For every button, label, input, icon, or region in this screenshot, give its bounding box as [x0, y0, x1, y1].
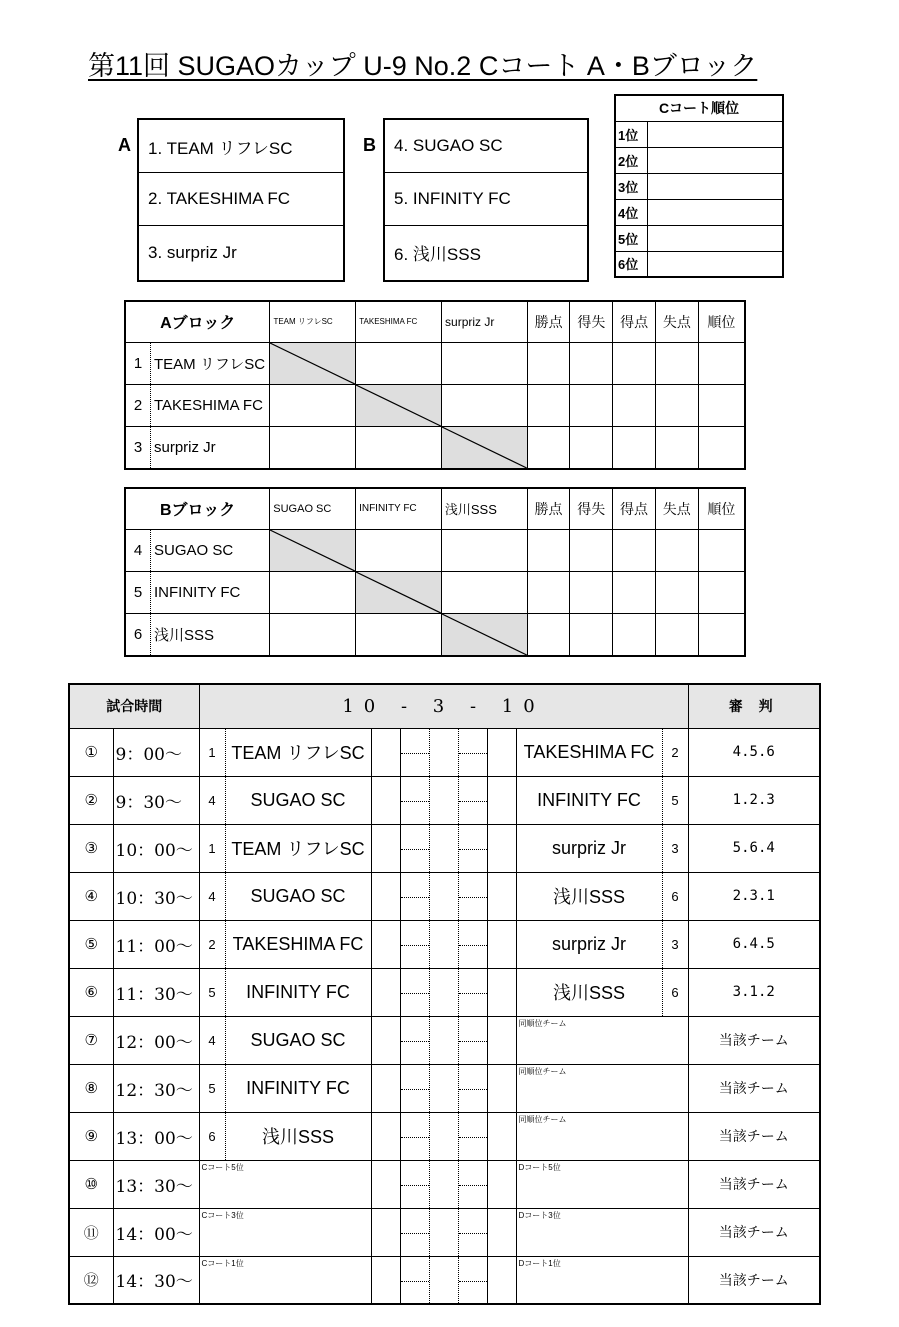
row-team-name: SUGAO SC	[154, 541, 234, 559]
away-team-note: 同順位チーム	[518, 1066, 567, 1076]
rank-value[interactable]	[647, 121, 783, 147]
home-team-number: 5	[199, 1064, 225, 1112]
stat-cell[interactable]	[698, 613, 745, 656]
match-time: 14：30～	[113, 1256, 199, 1304]
referee-cell: 当該チーム	[688, 1160, 820, 1208]
away-team-name: 浅川SSS	[516, 872, 662, 920]
match-number: ⑥	[69, 968, 113, 1016]
match-format-header: 10 - 3 - 10	[199, 684, 688, 728]
home-score-cell[interactable]	[371, 1112, 400, 1160]
away-score-cell[interactable]	[487, 1016, 516, 1064]
home-team-number: 5	[199, 968, 225, 1016]
home-team-name: SUGAO SC	[225, 776, 371, 824]
match-number: ⑩	[69, 1160, 113, 1208]
match-number: ⑦	[69, 1016, 113, 1064]
stat-cell[interactable]	[613, 384, 656, 426]
score-separator	[400, 872, 429, 920]
result-cell[interactable]	[270, 384, 356, 426]
match-number: ①	[69, 728, 113, 776]
block-b-name: Bブロック	[125, 488, 270, 529]
group-a-letter: A	[118, 135, 131, 155]
away-team-slot[interactable]	[516, 1208, 688, 1256]
match-row	[69, 728, 820, 776]
score-gap	[429, 1112, 458, 1160]
home-team-number: 1	[199, 824, 225, 872]
row-number: 2	[126, 385, 151, 426]
stat-header: 得失	[570, 301, 613, 342]
stat-cell[interactable]	[527, 571, 570, 613]
score-separator	[400, 1208, 429, 1256]
stat-cell[interactable]	[570, 342, 613, 384]
score-separator	[458, 776, 487, 824]
score-separator	[400, 1256, 429, 1304]
block-b-col-header: INFINITY FC	[356, 488, 442, 529]
away-score-cell[interactable]	[487, 968, 516, 1016]
stat-cell[interactable]	[655, 529, 698, 571]
home-score-cell[interactable]	[371, 920, 400, 968]
score-gap	[429, 1208, 458, 1256]
block-b-row	[125, 571, 745, 613]
stat-header: 勝点	[527, 488, 570, 529]
match-time: 9：00～	[113, 728, 199, 776]
away-team-slot[interactable]	[516, 1160, 688, 1208]
score-separator	[458, 1112, 487, 1160]
home-team-name: SUGAO SC	[225, 1016, 371, 1064]
away-team-name: INFINITY FC	[516, 776, 662, 824]
row-team-name: TAKESHIMA FC	[154, 396, 263, 414]
block-a-col-header: surpriz Jr	[442, 301, 528, 342]
stat-header: 勝点	[527, 301, 570, 342]
match-time: 9：30～	[113, 776, 199, 824]
match-number: ⑨	[69, 1112, 113, 1160]
diagonal-cell	[356, 384, 442, 426]
group-b-team: 5. INFINITY FC	[385, 173, 587, 226]
home-score-cell[interactable]	[371, 728, 400, 776]
group-a-team: 2. TAKESHIMA FC	[139, 173, 343, 226]
stat-cell[interactable]	[655, 384, 698, 426]
referee-header: 審 判	[688, 684, 820, 728]
score-separator	[400, 1016, 429, 1064]
result-cell[interactable]	[356, 529, 442, 571]
away-team-number: 3	[662, 824, 688, 872]
home-score-cell[interactable]	[371, 1160, 400, 1208]
stat-cell[interactable]	[655, 342, 698, 384]
row-team-name: TEAM リフレSC	[154, 355, 266, 373]
match-number: ⑪	[69, 1208, 113, 1256]
score-separator	[458, 1160, 487, 1208]
block-a-col-header: TAKESHIMA FC	[356, 301, 442, 342]
stat-cell[interactable]	[613, 342, 656, 384]
diagonal-cell	[441, 613, 527, 656]
block-b-col-header: SUGAO SC	[270, 488, 356, 529]
referee-cell: 2.3.1	[688, 872, 820, 920]
away-team-number: 2	[662, 728, 688, 776]
stat-cell[interactable]	[655, 426, 698, 469]
score-separator	[400, 920, 429, 968]
away-team-name: TAKESHIMA FC	[516, 728, 662, 776]
stat-cell[interactable]	[570, 384, 613, 426]
block-b-row	[125, 529, 745, 571]
diagonal-cell	[270, 342, 356, 384]
match-time: 12：00～	[113, 1016, 199, 1064]
away-team-name: surpriz Jr	[516, 920, 662, 968]
referee-cell: 6.4.5	[688, 920, 820, 968]
diagonal-cell	[356, 571, 442, 613]
group-b-team: 6. 浅川SSS	[394, 245, 481, 264]
rank-value[interactable]	[647, 147, 783, 173]
block-b-col-header: 浅川SSS	[441, 488, 527, 529]
referee-cell: 5.6.4	[688, 824, 820, 872]
stat-cell[interactable]	[570, 529, 613, 571]
away-score-cell[interactable]	[487, 920, 516, 968]
page-title: 第11回 SUGAOカップ U-9 No.2 Cコート A・Bブロック	[88, 51, 758, 81]
home-score-cell[interactable]	[371, 824, 400, 872]
away-score-cell[interactable]	[487, 1112, 516, 1160]
match-number: ⑫	[69, 1256, 113, 1304]
block-a-col-header: TEAM リフレSC	[270, 301, 356, 342]
home-team-slot[interactable]	[199, 1160, 371, 1208]
away-score-cell[interactable]	[487, 1064, 516, 1112]
group-a-team: 3. surpriz Jr	[148, 242, 237, 262]
result-cell[interactable]	[442, 342, 528, 384]
time-header: 試合時間	[69, 684, 199, 728]
result-cell[interactable]	[441, 529, 527, 571]
rank-label: 6位	[615, 251, 647, 277]
home-team-note: Cコート3位	[201, 1210, 244, 1220]
away-score-cell[interactable]	[487, 776, 516, 824]
score-gap	[429, 1160, 458, 1208]
group-a-team: 1. TEAM リフレSC	[139, 120, 343, 173]
referee-cell: 当該チーム	[688, 1112, 820, 1160]
away-score-cell[interactable]	[487, 1256, 516, 1304]
match-time: 10：30～	[113, 872, 199, 920]
rank-label: 1位	[615, 121, 647, 147]
stat-header: 順位	[698, 488, 745, 529]
group-b-letter: B	[363, 135, 376, 155]
away-team-note: Dコート5位	[518, 1162, 561, 1172]
away-team-number: 6	[662, 872, 688, 920]
score-separator	[400, 824, 429, 872]
stat-header: 得失	[570, 488, 613, 529]
result-cell[interactable]	[356, 613, 442, 656]
referee-cell: 当該チーム	[688, 1064, 820, 1112]
diagonal-cell	[442, 426, 528, 469]
referee-cell: 当該チーム	[688, 1208, 820, 1256]
home-team-number: 4	[199, 1016, 225, 1064]
home-team-note: Cコート1位	[201, 1258, 244, 1268]
score-gap	[429, 728, 458, 776]
stat-cell[interactable]	[527, 529, 570, 571]
home-score-cell[interactable]	[371, 968, 400, 1016]
away-score-cell[interactable]	[487, 872, 516, 920]
result-cell[interactable]	[270, 571, 356, 613]
home-team-name: 浅川SSS	[225, 1112, 371, 1160]
row-number: 6	[126, 614, 151, 655]
row-team-name: surpriz Jr	[154, 438, 216, 456]
stat-cell[interactable]	[570, 426, 613, 469]
away-score-cell[interactable]	[487, 728, 516, 776]
match-time: 13：00～	[113, 1112, 199, 1160]
score-gap	[429, 920, 458, 968]
score-gap	[429, 1256, 458, 1304]
result-cell[interactable]	[356, 342, 442, 384]
group-b-box	[383, 118, 589, 282]
stat-cell[interactable]	[698, 426, 745, 469]
score-separator	[458, 1016, 487, 1064]
home-team-name: SUGAO SC	[225, 872, 371, 920]
match-schedule-table	[68, 683, 821, 1305]
away-team-note: Dコート1位	[518, 1258, 561, 1268]
score-separator	[458, 968, 487, 1016]
rank-value[interactable]	[647, 173, 783, 199]
block-a-name: Aブロック	[125, 301, 270, 342]
referee-cell: 4.5.6	[688, 728, 820, 776]
row-number: 1	[126, 343, 151, 384]
match-row	[69, 1016, 820, 1064]
match-row	[69, 1256, 820, 1304]
score-separator	[400, 1112, 429, 1160]
match-time: 11：30～	[113, 968, 199, 1016]
result-cell[interactable]	[356, 426, 442, 469]
block-a-row	[125, 384, 745, 426]
stat-cell[interactable]	[613, 613, 656, 656]
away-team-slot[interactable]	[516, 1064, 688, 1112]
stat-header: 順位	[698, 301, 745, 342]
ranking-title: Cコート順位	[615, 95, 783, 121]
group-a-box	[137, 118, 345, 282]
result-cell[interactable]	[270, 426, 356, 469]
score-separator	[458, 1064, 487, 1112]
home-score-cell[interactable]	[371, 776, 400, 824]
rank-value[interactable]	[647, 199, 783, 225]
block-b-table	[124, 487, 746, 657]
match-time: 12：30～	[113, 1064, 199, 1112]
match-time: 13：30～	[113, 1160, 199, 1208]
block-a-row	[125, 342, 745, 384]
home-score-cell[interactable]	[371, 1208, 400, 1256]
match-number: ⑧	[69, 1064, 113, 1112]
rank-label: 4位	[615, 199, 647, 225]
match-number: ⑤	[69, 920, 113, 968]
block-a-table	[124, 300, 746, 470]
match-row	[69, 776, 820, 824]
stat-header: 失点	[655, 301, 698, 342]
stat-cell[interactable]	[613, 571, 656, 613]
home-team-slot[interactable]	[199, 1208, 371, 1256]
away-team-slot[interactable]	[516, 1016, 688, 1064]
referee-cell: 当該チーム	[688, 1256, 820, 1304]
stat-cell[interactable]	[570, 571, 613, 613]
match-time: 11：00～	[113, 920, 199, 968]
away-team-number: 5	[662, 776, 688, 824]
score-separator	[400, 1160, 429, 1208]
match-number: ②	[69, 776, 113, 824]
home-score-cell[interactable]	[371, 1064, 400, 1112]
result-cell[interactable]	[442, 384, 528, 426]
home-score-cell[interactable]	[371, 1256, 400, 1304]
score-separator	[458, 872, 487, 920]
away-team-slot[interactable]	[516, 1112, 688, 1160]
row-number: 3	[126, 427, 151, 468]
home-team-name: INFINITY FC	[225, 968, 371, 1016]
away-team-note: 同順位チーム	[518, 1114, 567, 1124]
stat-cell[interactable]	[698, 529, 745, 571]
away-team-number: 3	[662, 920, 688, 968]
stat-header: 得点	[613, 488, 656, 529]
away-team-note: Dコート3位	[518, 1210, 561, 1220]
diagonal-cell	[270, 529, 356, 571]
score-separator	[458, 1208, 487, 1256]
home-team-name: TEAM リフレSC	[225, 728, 371, 776]
score-separator	[400, 968, 429, 1016]
stat-header: 失点	[655, 488, 698, 529]
home-team-note: Cコート5位	[201, 1162, 244, 1172]
home-team-number: 6	[199, 1112, 225, 1160]
match-number: ④	[69, 872, 113, 920]
stat-cell[interactable]	[698, 342, 745, 384]
match-row	[69, 872, 820, 920]
referee-cell: 当該チーム	[688, 1016, 820, 1064]
rank-label: 3位	[615, 173, 647, 199]
away-score-cell[interactable]	[487, 1160, 516, 1208]
row-team-name: INFINITY FC	[154, 583, 241, 601]
score-separator	[400, 728, 429, 776]
home-team-name: TEAM リフレSC	[225, 824, 371, 872]
stat-cell[interactable]	[655, 571, 698, 613]
match-row	[69, 920, 820, 968]
away-team-number: 6	[662, 968, 688, 1016]
home-team-number: 1	[199, 728, 225, 776]
home-team-number: 4	[199, 872, 225, 920]
result-cell[interactable]	[441, 571, 527, 613]
score-separator	[400, 776, 429, 824]
stat-cell[interactable]	[698, 384, 745, 426]
match-row	[69, 1160, 820, 1208]
result-cell[interactable]	[270, 613, 356, 656]
score-separator	[458, 728, 487, 776]
match-row	[69, 1208, 820, 1256]
score-separator	[458, 920, 487, 968]
stat-cell[interactable]	[527, 384, 570, 426]
match-time: 10：00～	[113, 824, 199, 872]
stat-cell[interactable]	[613, 529, 656, 571]
row-number: 4	[126, 530, 151, 571]
block-a-row	[125, 426, 745, 469]
home-team-slot[interactable]	[199, 1256, 371, 1304]
stat-cell[interactable]	[527, 426, 570, 469]
rank-label: 5位	[615, 225, 647, 251]
score-separator	[458, 1256, 487, 1304]
home-team-number: 2	[199, 920, 225, 968]
away-team-note: 同順位チーム	[518, 1018, 567, 1028]
rank-label: 2位	[615, 147, 647, 173]
stat-cell[interactable]	[570, 613, 613, 656]
score-gap	[429, 824, 458, 872]
referee-cell: 3.1.2	[688, 968, 820, 1016]
court-ranking-table	[614, 94, 784, 278]
score-separator	[400, 1064, 429, 1112]
score-gap	[429, 776, 458, 824]
stat-cell[interactable]	[527, 613, 570, 656]
match-row	[69, 824, 820, 872]
score-gap	[429, 1064, 458, 1112]
rank-value[interactable]	[647, 251, 783, 277]
block-b-row	[125, 613, 745, 656]
home-team-number: 4	[199, 776, 225, 824]
match-row	[69, 1112, 820, 1160]
stat-cell[interactable]	[527, 342, 570, 384]
match-row	[69, 1064, 820, 1112]
stat-cell[interactable]	[655, 613, 698, 656]
score-separator	[458, 824, 487, 872]
stat-header: 得点	[613, 301, 656, 342]
away-score-cell[interactable]	[487, 824, 516, 872]
match-time: 14：00～	[113, 1208, 199, 1256]
match-row	[69, 968, 820, 1016]
away-team-name: 浅川SSS	[516, 968, 662, 1016]
away-team-slot[interactable]	[516, 1256, 688, 1304]
home-team-name: INFINITY FC	[225, 1064, 371, 1112]
stat-cell[interactable]	[698, 571, 745, 613]
row-number: 5	[126, 572, 151, 613]
match-number: ③	[69, 824, 113, 872]
score-gap	[429, 872, 458, 920]
group-b-team: 4. SUGAO SC	[385, 120, 587, 173]
row-team-name: 浅川SSS	[154, 626, 215, 644]
away-team-name: surpriz Jr	[516, 824, 662, 872]
score-gap	[429, 968, 458, 1016]
referee-cell: 1.2.3	[688, 776, 820, 824]
rank-value[interactable]	[647, 225, 783, 251]
away-score-cell[interactable]	[487, 1208, 516, 1256]
home-team-name: TAKESHIMA FC	[225, 920, 371, 968]
stat-cell[interactable]	[613, 426, 656, 469]
home-score-cell[interactable]	[371, 872, 400, 920]
home-score-cell[interactable]	[371, 1016, 400, 1064]
score-gap	[429, 1016, 458, 1064]
